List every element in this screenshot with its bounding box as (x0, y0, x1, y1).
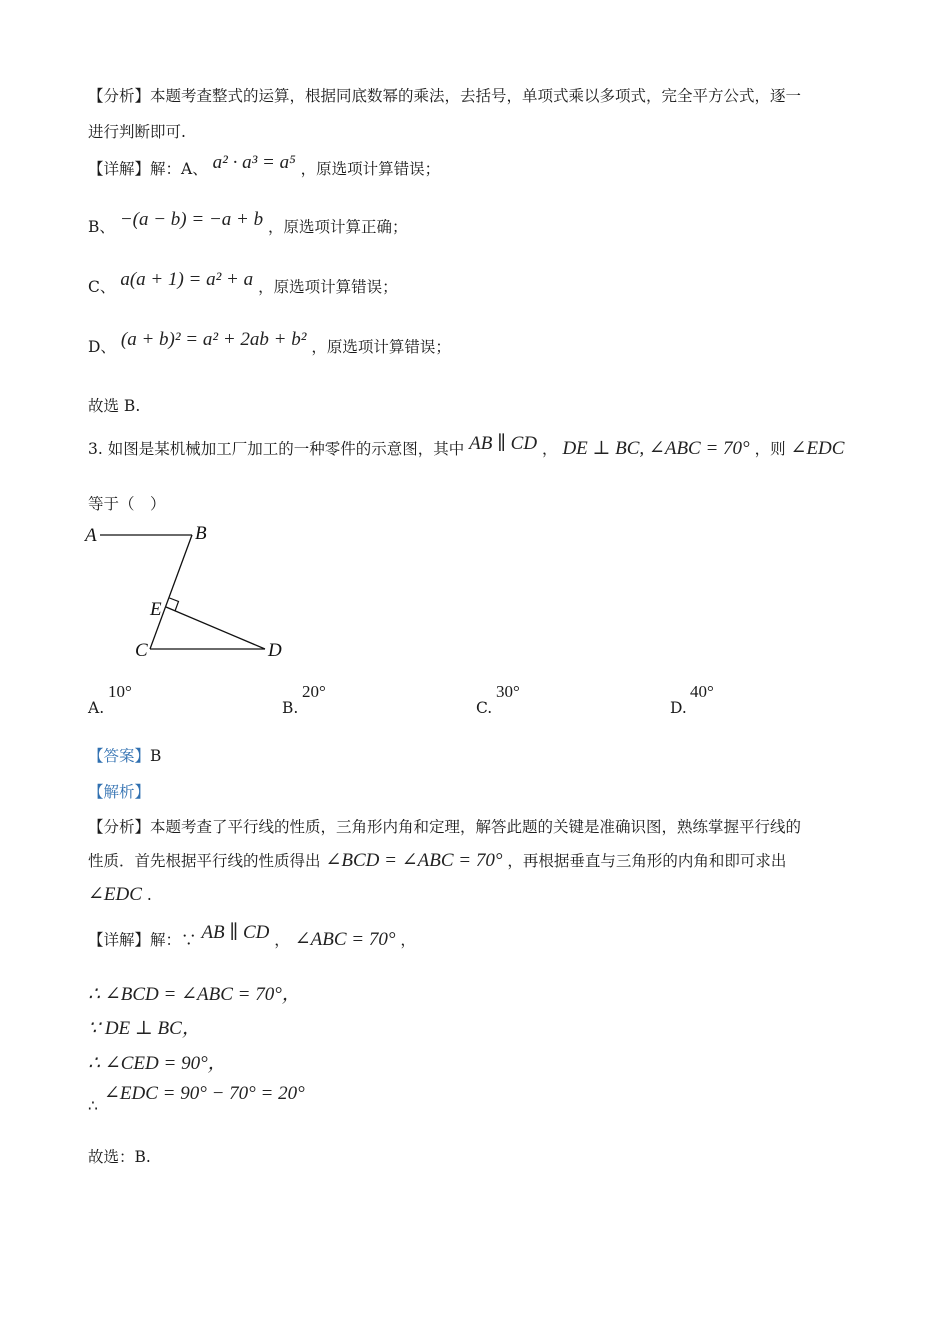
q2-item-d-math: (a + b)² = a² + 2ab + b² (120, 329, 307, 350)
q2-item-a-math: a² · a³ = a⁵ (212, 152, 296, 173)
option-d-value: 40° (690, 682, 714, 701)
q3-stem-line2: 等于（ ） (88, 495, 166, 513)
q3-stem-math1: AB ∥ CD (469, 433, 538, 454)
q3-analysis-line2 (88, 849, 786, 872)
q2-item-c-result: ，原选项计算错误； (258, 278, 398, 296)
q2-item-d-result: ，原选项计算错误； (311, 338, 451, 356)
label-a: A (85, 525, 97, 546)
q3-stem-sep: ， (541, 440, 558, 458)
q3-detail-sep: ， (274, 931, 290, 949)
q3-analysis-line2-math: ∠BCD = ∠ABC = 70° (325, 850, 503, 871)
q3-stem-line1 (88, 433, 845, 460)
q3-detail-prefix: 【详解】解：∵ (88, 931, 197, 949)
option-d-letter: D. (670, 699, 687, 717)
answer-tag: 【答案】 (88, 747, 151, 765)
q2-item-b (88, 209, 408, 238)
q3-stem-mid: ，则 (754, 440, 786, 458)
q2-item-a (88, 152, 441, 180)
q3-detail-end: ， (400, 931, 416, 949)
label-d: D (268, 640, 282, 661)
q3-analysis-line3-math: ∠EDC (88, 884, 142, 905)
option-a-letter: A. (88, 699, 105, 717)
option-b-value: 20° (302, 682, 326, 701)
q3-stem-prefix: 3. 如图是某机械加工厂加工的一种零件的示意图，其中 (88, 440, 465, 458)
q2-item-a-result: ，原选项计算错误； (300, 160, 441, 178)
label-c: C (135, 640, 148, 661)
segment-ed (166, 607, 265, 649)
q2-item-c-label: C、 (88, 278, 116, 296)
q2-conclusion: 故选 B. (88, 397, 141, 415)
q3-step3: ∴ ∠CED = 90°， (88, 1053, 227, 1074)
option-b-letter: B. (282, 699, 299, 717)
q2-item-b-label: B、 (88, 218, 115, 236)
q3-figure (80, 518, 300, 668)
label-e: E (150, 599, 162, 620)
q3-analysis-line2-prefix: 性质．首先根据平行线的性质得出 (88, 852, 321, 870)
segment-bc (150, 535, 192, 649)
q3-analysis-line3 (88, 883, 152, 906)
q2-item-b-math: −(a − b) = −a + b (119, 209, 264, 230)
q3-detail-math1: AB ∥ CD (201, 922, 270, 943)
q2-analysis-line1: 【分析】本题考查整式的运算，根据同底数幂的乘法，去括号，单项式乘以多项式，完全平方公式，逐一 (88, 87, 802, 105)
q2-item-b-result: ，原选项计算正确； (268, 218, 408, 236)
q2-item-c (88, 269, 398, 298)
q2-item-d (88, 329, 451, 358)
q3-answer (88, 744, 161, 766)
q3-analysis-line1: 【分析】本题考查了平行线的性质，三角形内角和定理，解答此题的关键是准确识图，熟练掌握平行线的 (88, 818, 802, 836)
q3-detail-math2: ∠ABC = 70° (294, 929, 396, 950)
q3-step2: ∵ DE ⊥ BC， (88, 1018, 201, 1039)
q3-step4-math: ∠EDC = 90° − 70° = 20° (104, 1083, 305, 1104)
q2-detail-prefix: 【详解】解：A、 (88, 160, 208, 178)
q3-stem-math3: ∠EDC (790, 438, 845, 459)
q3-conclusion: 故选：B. (88, 1148, 151, 1166)
label-b: B (195, 523, 207, 544)
q3-step4-symbol: ∴ (88, 1097, 98, 1115)
q2-item-c-math: a(a + 1) = a² + a (120, 269, 254, 290)
q3-detail-line (88, 922, 416, 951)
q3-explain-tag: 【解析】 (88, 783, 151, 801)
q3-step1: ∴ ∠BCD = ∠ABC = 70°， (88, 984, 301, 1005)
q3-analysis-line2-suffix: ，再根据垂直与三角形的内角和即可求出 (507, 852, 787, 870)
option-c-letter: C. (476, 699, 493, 717)
q3-stem-math2: DE ⊥ BC, ∠ABC = 70° (562, 438, 750, 459)
option-c-value: 30° (496, 682, 520, 701)
option-a-value: 10° (108, 682, 132, 701)
q3-analysis-line3-suffix: . (146, 886, 152, 904)
q2-analysis-line2: 进行判断即可. (88, 123, 186, 141)
answer-value: B (150, 747, 162, 765)
q2-item-d-label: D、 (88, 338, 116, 356)
